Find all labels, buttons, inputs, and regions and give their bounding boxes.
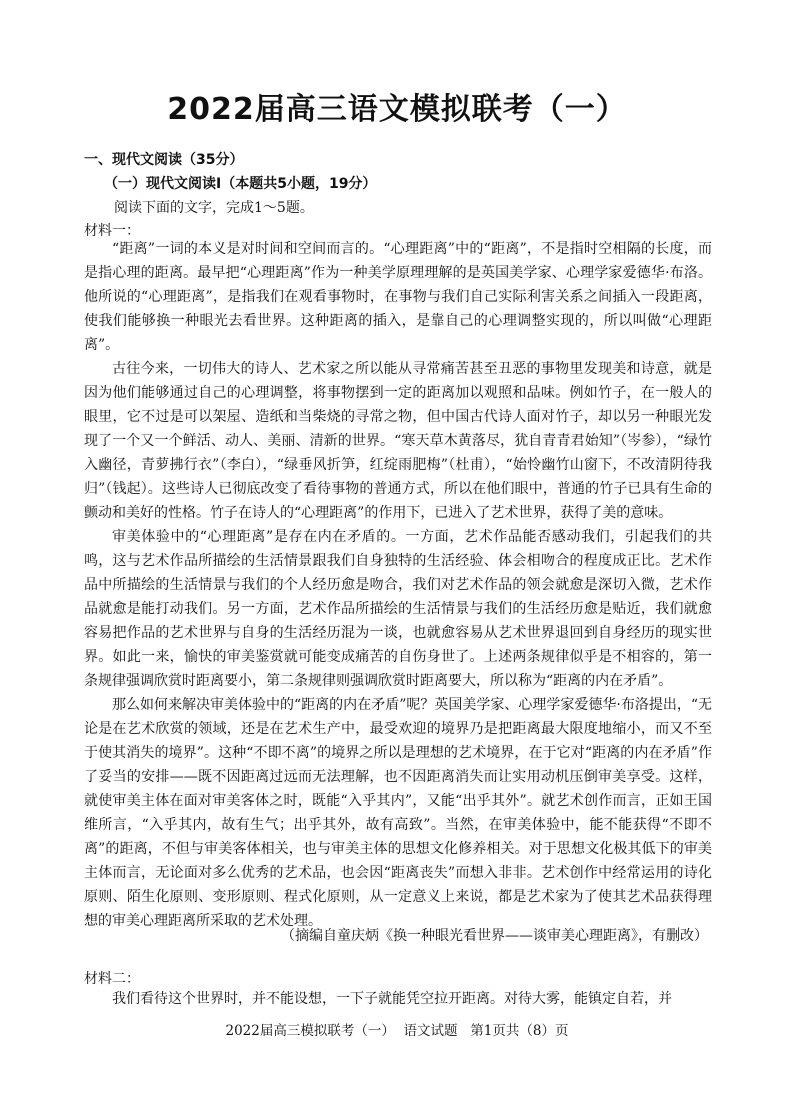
subsection-heading: （一）现代文阅读Ⅰ（本题共5小题，19分） <box>104 176 377 192</box>
material1-paragraph-3: 审美体验中的“心理距离”是存在内在矛盾的。一方面，艺术作品能否感动我们，引起我们的共鸣，这与艺术作品所描绘的生活情景跟我们自身独特的生活经验、体会相吻合的程度成正比。艺术作品中所描绘的生活情景与我们的个人经历愈是吻合，我们对艺术作品的领会就愈是深切入微，艺术作品就愈是能打动我们。另一方面，艺术作品所描绘的生活情景与我们的生活经历愈是贴近，我们就愈容易把作品的艺术世界与自身的生活经历混为一谈，也就愈容易从艺术世界退回到自身经历的现实世界。如此一来，愉快的审美鉴赏就可能变成痛苦的自伤身世了。上述两条规律似乎是不相容的，第一条规律强调欣赏时距离要小，第二条规律则强调欣赏时距离要大，所以称为“距离的内在矛盾”。 <box>84 529 712 689</box>
material1-source: （摘编自童庆炳《换一种眼光看世界——谈审美心理距离》，有删改） <box>281 928 708 944</box>
instruction-text: 阅读下面的文字，完成1～5题。 <box>114 200 314 216</box>
material1-label: 材料一： <box>84 223 140 239</box>
material2-paragraph-1: 我们看待这个世界时，并不能设想，一下子就能凭空拉开距离。对待大雾，能镇定自若，并 <box>112 991 672 1007</box>
material1-paragraph-2: 古往今来，一切伟大的诗人、艺术家之所以能从寻常痛苦甚至丑恶的事物里发现美和诗意，就是因为他们能够通过自己的心理调整，将事物摆到一定的距离加以观照和品味。例如竹子，在一般人的眼里，它不过是可以架屋、造纸和当柴烧的寻常之物，但中国古代诗人面对竹子，却以另一种眼光发现了一个又一个鲜活、动人、美丽、清新的世界。“寒天草木黄落尽，犹自青青君始知”（岑参），“绿竹入幽径，青萝拂行衣”（李白），“绿垂风折笋，红绽雨肥梅”（杜甫），“始怜幽竹山窗下，不改清阴待我归”（钱起）。这些诗人已彻底改变了看待事物的普通方式，所以在他们眼中，普通的竹子已具有生命的颤动和美好的性格。竹子在诗人的“心理距离”的作用下，已进入了艺术世界，获得了美的意味。 <box>84 361 712 521</box>
page-footer: 2022届高三模拟联考（一） 语文试题 第1页共（8）页 <box>225 1023 569 1039</box>
material2-label: 材料二： <box>84 971 140 987</box>
material1-paragraph-4: 那么如何来解决审美体验中的“距离的内在矛盾”呢？英国美学家、心理学家爱德华·布洛提出，“无论是在艺术欣赏的领域，还是在艺术生产中，最受欢迎的境界乃是把距离最大限度地缩小，而又不至于使其消失的境界”。这种“不即不离”的境界之所以是理想的艺术境界，在于它对“距离的内在矛盾”作了妥当的安排——既不因距离过远而无法理解，也不因距离消失而让实用动机压倒审美享受。这样，就使审美主体在面对审美客体之时，既能“入乎其内”，又能“出乎其外”。就艺术创作而言，正如王国维所言，“入乎其内，故有生气；出乎其外，故有高致”。当然，在审美体验中，能不能获得“不即不离”的距离，不但与审美客体相关，也与审美主体的思想文化修养相关。对于思想文化极其低下的审美主体而言，无论面对多么优秀的艺术品，也会因“距离丧失”而想入非非。艺术创作中经常运用的诗化原则、陌生化原则、变形原则、程式化原则，从一定意义上来说，都是艺术家为了使其艺术品获得理想的审美心理距离所采取的艺术处理。 <box>84 697 712 929</box>
section-heading: 一、现代文阅读（35分） <box>84 152 244 168</box>
exam-title: 2022届高三语文模拟联考（一） <box>167 92 627 127</box>
material1-paragraph-1: “距离”一词的本义是对时间和空间而言的。“心理距离”中的“距离”，不是指时空相隔的长度，而是指心理的距离。最早把“心理距离”作为一种美学原理理解的是英国美学家、心理学家爱德华·布洛。他所说的“心理距离”，是指我们在观看事物时，在事物与我们自己实际利害关系之间插入一段距离，使我们能够换一种眼光去看世界。这种距离的插入，是靠自己的心理调整实现的，所以叫做“心理距离”。 <box>84 241 712 353</box>
